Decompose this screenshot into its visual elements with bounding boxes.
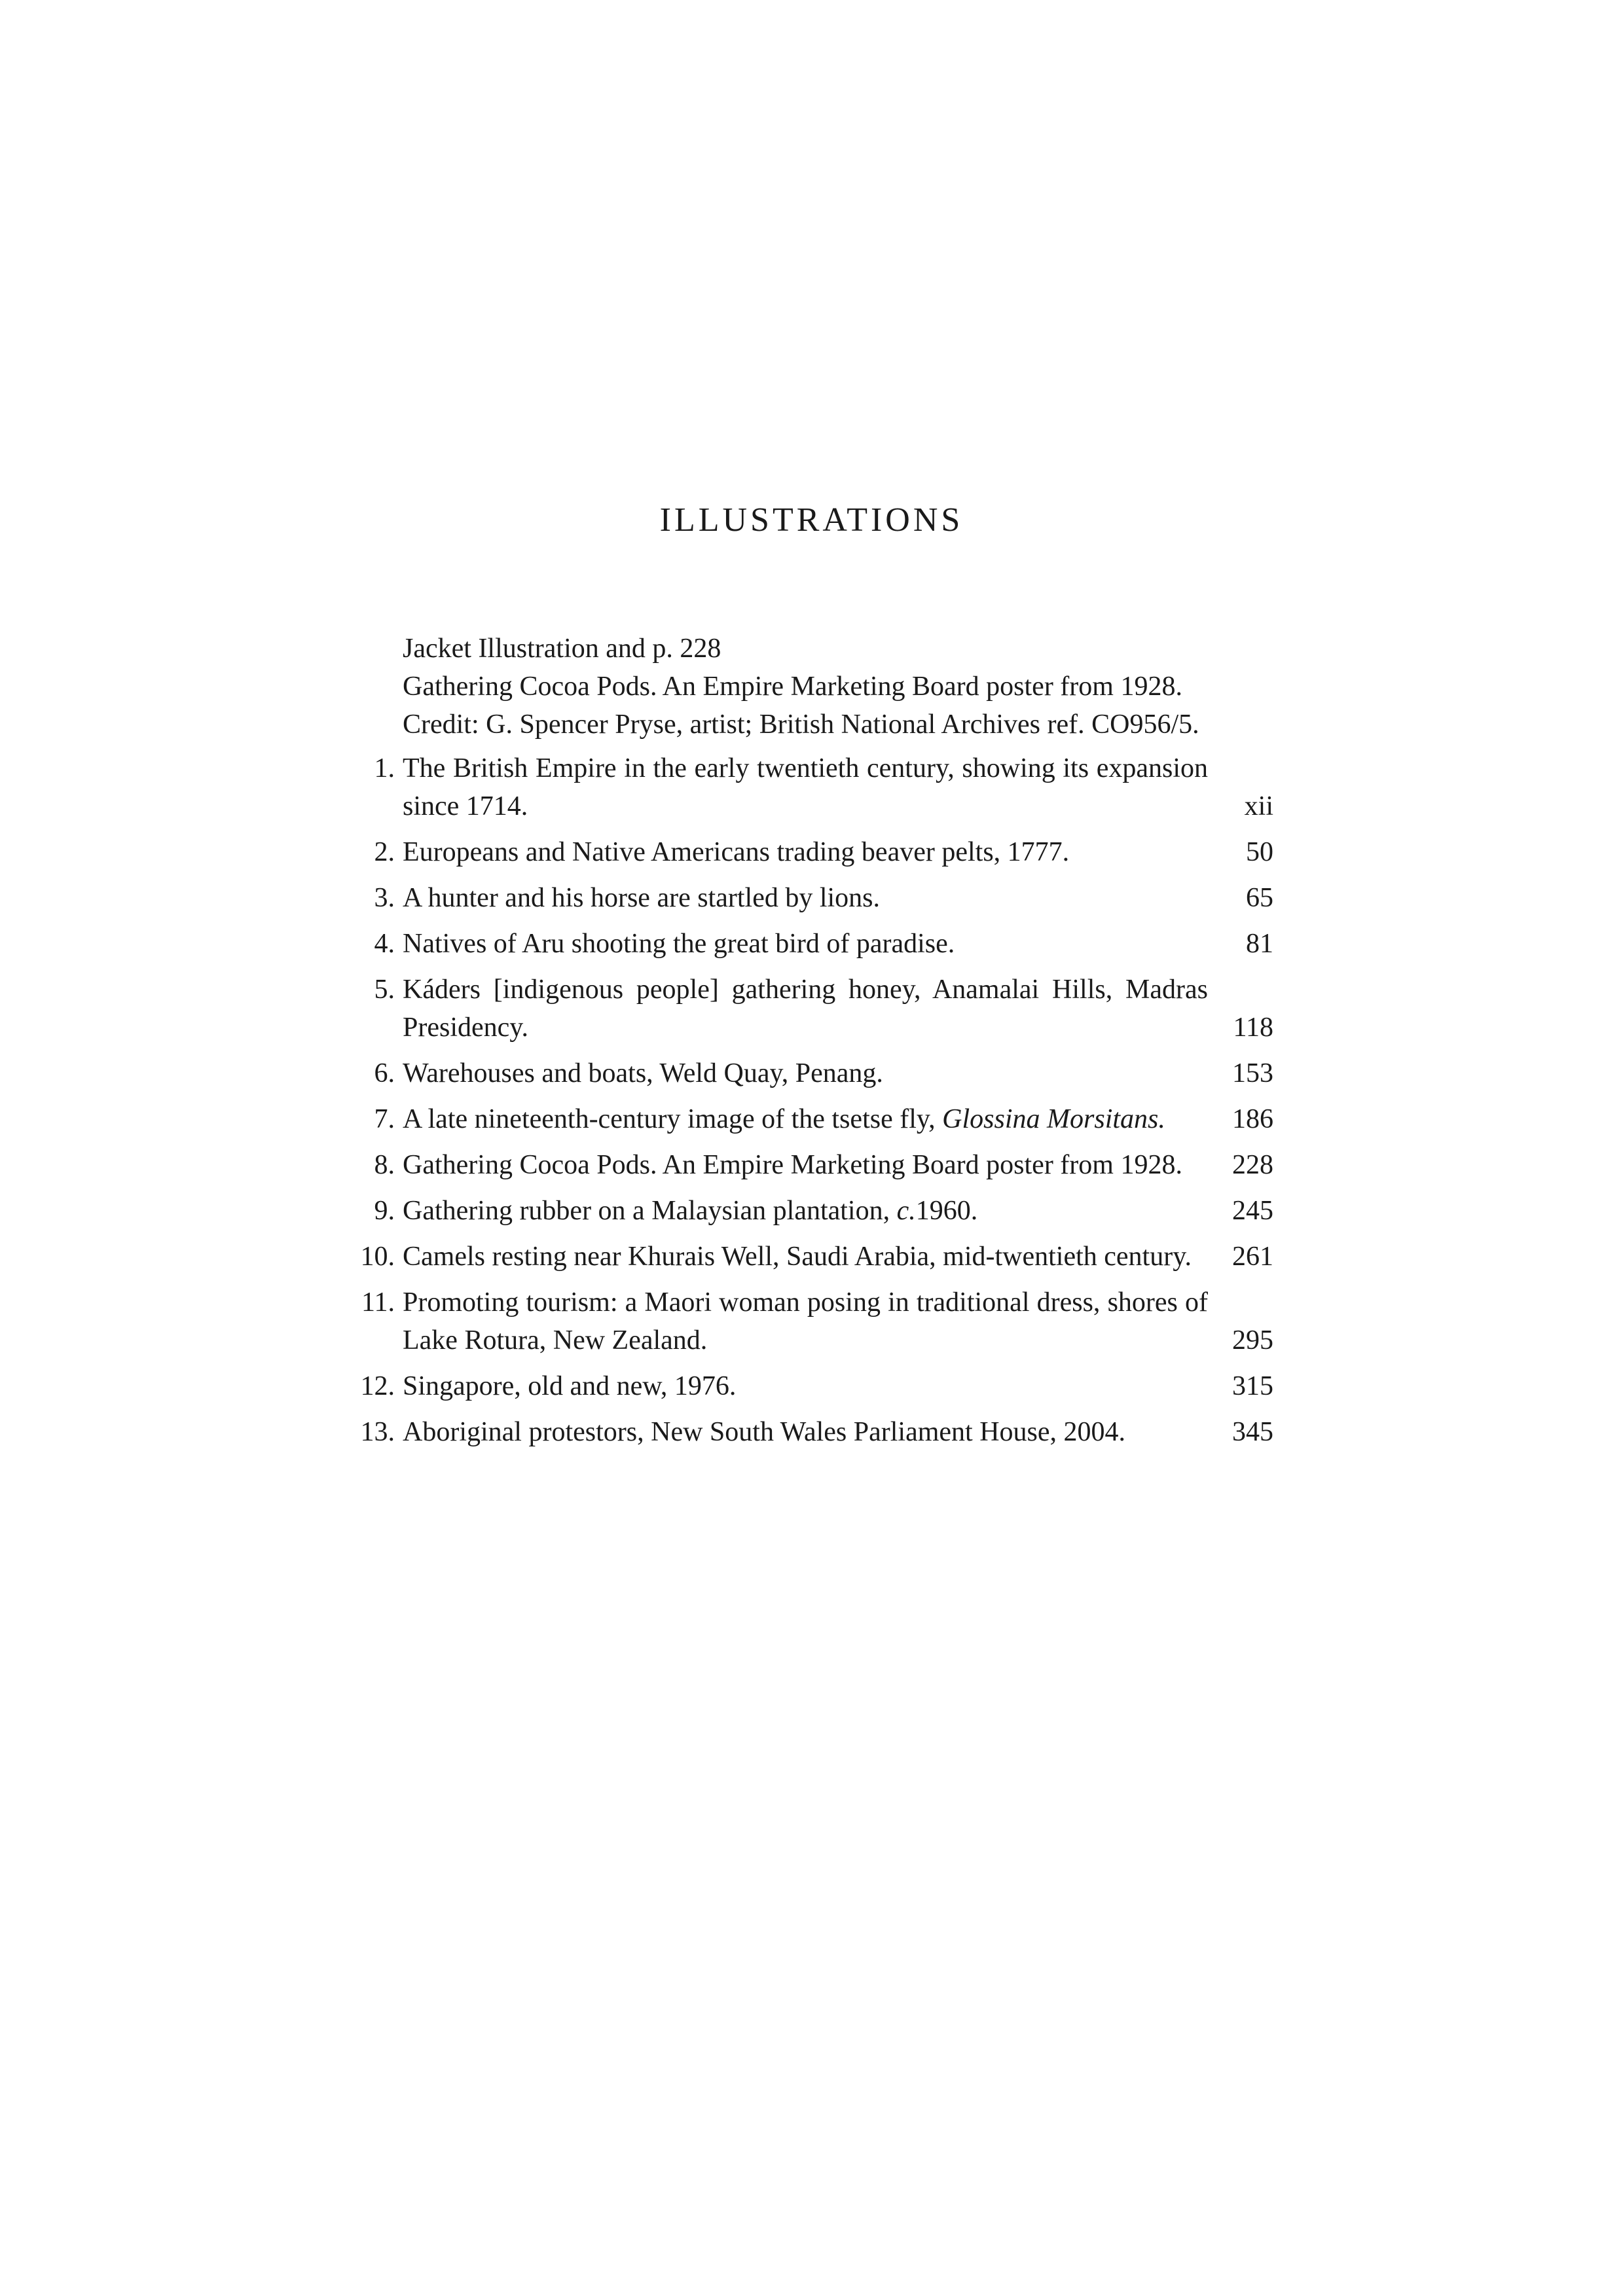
entry-page: 118 [1233,1013,1273,1043]
entry-caption: Aboriginal protestors, New South Wales Parliament House, 2004. [403,1417,1126,1447]
entry-page: 295 [1232,1325,1273,1355]
entry-caption [403,1192,1208,1230]
entry-caption: Natives of Aru shooting the great bird of paradise. [403,929,955,959]
list-item [357,1054,1273,1092]
list-item [357,749,1273,825]
entry-caption [403,1100,1208,1138]
entry-number: 12. [360,1371,395,1401]
jacket-illustration-note [403,630,1280,744]
entry-page: 65 [1246,883,1273,913]
jacket-credit: Credit: G. Spencer Pryse, artist; British National Archives ref. CO956/5. [403,709,1199,740]
entry-number: 10. [360,1242,395,1272]
entry-caption-text: Gathering rubber on a Malaysian plantation, [403,1196,890,1226]
entry-number: 8. [374,1150,395,1180]
list-item [357,1283,1273,1359]
circa-abbreviation: c. [896,1196,916,1226]
entry-caption: Singapore, old and new, 1976. [403,1371,737,1401]
entry-number: 4. [374,929,395,959]
entry-page: 261 [1232,1242,1273,1272]
entry-page: 153 [1232,1058,1273,1088]
entry-caption: Camels resting near Khurais Well, Saudi Arabia, mid-twentieth century. [403,1242,1192,1272]
entry-number: 3. [374,883,395,913]
entry-number: 1. [374,753,395,783]
entry-caption: A hunter and his horse are startled by lions. [403,883,881,913]
list-item [357,1146,1273,1184]
entry-page: 345 [1232,1417,1273,1447]
list-item [357,1192,1273,1230]
species-name: Glossina Morsitans. [942,1104,1165,1134]
entry-number: 5. [374,975,395,1005]
list-item [357,1413,1273,1451]
list-item [357,925,1273,963]
jacket-heading: Jacket Illustration and p. 228 [403,634,721,664]
entry-page: 186 [1232,1104,1273,1134]
list-item [357,833,1273,871]
entry-caption: The British Empire in the early twentieth century, showing its expansion since 1714. [403,753,1208,821]
list-item [357,879,1273,917]
entry-number: 2. [374,837,395,867]
entry-page: 315 [1232,1371,1273,1401]
illustrations-list [357,749,1273,1459]
entry-caption: Káders [indigenous people] gathering honey, Anamalai Hills, Madras Presidency. [403,975,1208,1043]
entry-page: xii [1244,791,1273,821]
jacket-caption: Gathering Cocoa Pods. An Empire Marketing Board poster from 1928. [403,672,1182,702]
entry-page: 228 [1232,1150,1273,1180]
entry-caption: Promoting tourism: a Maori woman posing in traditional dress, shores of Lake Rotura, New Zealand. [403,1287,1208,1355]
entry-caption-date: 1960. [915,1196,978,1226]
entry-page: 81 [1246,929,1273,959]
entry-caption: Europeans and Native Americans trading beaver pelts, 1777. [403,837,1070,867]
list-item [357,1100,1273,1138]
entry-number: 9. [374,1196,395,1226]
list-item [357,971,1273,1047]
page-title: ILLUSTRATIONS [659,501,964,539]
entry-number: 11. [361,1287,395,1318]
entry-caption-text: A late nineteenth-century image of the tsetse fly, [403,1104,936,1134]
entry-caption: Warehouses and boats, Weld Quay, Penang. [403,1058,883,1088]
entry-number: 6. [374,1058,395,1088]
entry-number: 7. [374,1104,395,1134]
entry-page: 245 [1232,1196,1273,1226]
list-item [357,1367,1273,1405]
entry-caption: Gathering Cocoa Pods. An Empire Marketing Board poster from 1928. [403,1150,1182,1180]
entry-number: 13. [360,1417,395,1447]
list-item [357,1238,1273,1276]
entry-page: 50 [1246,837,1273,867]
